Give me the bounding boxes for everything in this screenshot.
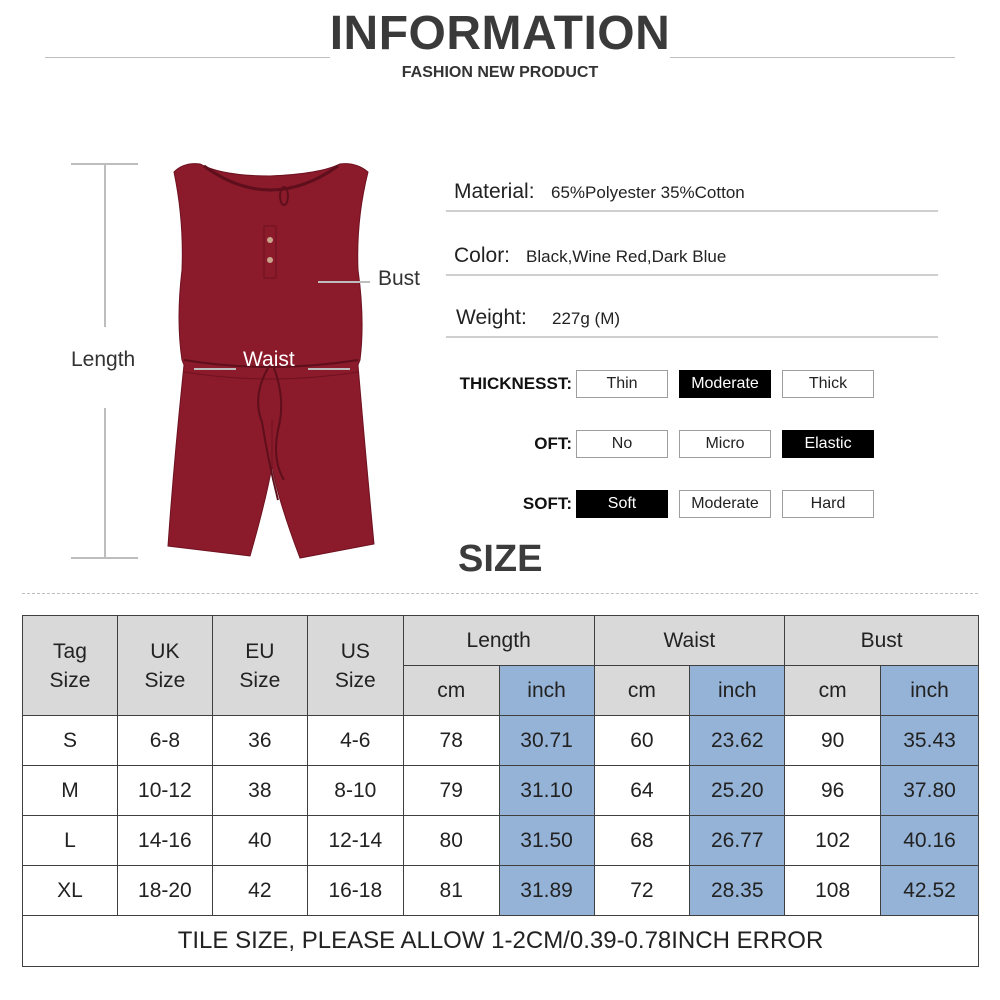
cell-bust-inch: 37.80 — [881, 766, 979, 816]
oft-elastic: Elastic — [782, 430, 874, 458]
page-subtitle: FASHION NEW PRODUCT — [401, 64, 599, 81]
info-label-color: Color: — [454, 244, 511, 267]
info-row-weight — [446, 296, 938, 338]
cell-bust-inch: 42.52 — [881, 866, 979, 916]
cell-uk-size: 18-20 — [117, 866, 212, 916]
cell-length-cm: 78 — [403, 716, 499, 766]
cell-length-cm: 79 — [403, 766, 499, 816]
header-waist-cm: cm — [594, 666, 690, 716]
cell-bust-cm: 90 — [785, 716, 881, 766]
info-value-color: Black,Wine Red,Dark Blue — [526, 247, 727, 266]
cell-length-inch: 31.89 — [499, 866, 594, 916]
header-bust-inch: inch — [881, 666, 979, 716]
soft-hard: Hard — [782, 490, 874, 518]
length-bottom-tick — [71, 557, 138, 559]
waist-line-right — [308, 368, 350, 370]
cell-waist-inch: 23.62 — [690, 716, 785, 766]
info-row-color — [446, 234, 938, 276]
cell-eu-size: 36 — [212, 716, 307, 766]
length-lower-line — [104, 408, 106, 558]
cell-waist-inch: 28.35 — [690, 866, 785, 916]
cell-waist-cm: 68 — [594, 816, 690, 866]
header-bust-cm: cm — [785, 666, 881, 716]
section-divider — [22, 593, 978, 594]
header-waist-inch: inch — [690, 666, 785, 716]
size-title: SIZE — [458, 538, 543, 580]
cell-length-inch: 31.50 — [499, 816, 594, 866]
cell-length-inch: 31.10 — [499, 766, 594, 816]
oft-no: No — [576, 430, 668, 458]
length-label: Length — [71, 348, 136, 371]
romper-button-1 — [267, 237, 273, 243]
cell-tag-size: L — [23, 816, 118, 866]
cell-waist-inch: 25.20 — [690, 766, 785, 816]
bust-line — [318, 281, 370, 283]
cell-waist-cm: 60 — [594, 716, 690, 766]
cell-bust-inch: 40.16 — [881, 816, 979, 866]
info-row-material — [446, 170, 938, 212]
table-row — [23, 816, 979, 866]
header-bust: Bust — [785, 616, 979, 666]
size-table — [22, 615, 979, 967]
table-header-row-1 — [23, 616, 979, 666]
header-us-size: US Size — [307, 616, 403, 716]
cell-eu-size: 38 — [212, 766, 307, 816]
cell-us-size: 4-6 — [307, 716, 403, 766]
bust-label: Bust — [378, 267, 421, 290]
cell-tag-size: S — [23, 716, 118, 766]
table-row — [23, 766, 979, 816]
cell-bust-cm: 96 — [785, 766, 881, 816]
table-row — [23, 866, 979, 916]
cell-uk-size: 10-12 — [117, 766, 212, 816]
cell-length-cm: 80 — [403, 816, 499, 866]
size-error-note: TILE SIZE, PLEASE ALLOW 1-2CM/0.39-0.78INCH ERROR — [23, 916, 979, 967]
oft-label: OFT: — [534, 434, 572, 453]
length-upper-line — [104, 165, 106, 327]
info-value-material: 65%Polyester 35%Cotton — [551, 183, 745, 202]
thickness-label: THICKNESST: — [459, 374, 572, 393]
cell-waist-cm: 64 — [594, 766, 690, 816]
info-label-material: Material: — [454, 180, 535, 203]
header-eu-size: EU Size — [212, 616, 307, 716]
cell-waist-inch: 26.77 — [690, 816, 785, 866]
table-note-row — [23, 916, 979, 967]
header-tag-size: Tag Size — [23, 616, 118, 716]
header-length-inch: inch — [499, 666, 594, 716]
cell-tag-size: XL — [23, 866, 118, 916]
table-row — [23, 716, 979, 766]
cell-us-size: 8-10 — [307, 766, 403, 816]
info-label-weight: Weight: — [456, 306, 527, 329]
thickness-thick: Thick — [782, 370, 874, 398]
cell-us-size: 16-18 — [307, 866, 403, 916]
cell-eu-size: 42 — [212, 866, 307, 916]
romper-button-2 — [267, 257, 273, 263]
cell-uk-size: 6-8 — [117, 716, 212, 766]
header-length: Length — [403, 616, 594, 666]
cell-eu-size: 40 — [212, 816, 307, 866]
cell-waist-cm: 72 — [594, 866, 690, 916]
header-waist: Waist — [594, 616, 785, 666]
cell-bust-inch: 35.43 — [881, 716, 979, 766]
cell-length-inch: 30.71 — [499, 716, 594, 766]
soft-moderate: Moderate — [679, 490, 771, 518]
waist-label: Waist — [243, 348, 295, 371]
thickness-moderate: Moderate — [679, 370, 771, 398]
cell-length-cm: 81 — [403, 866, 499, 916]
thickness-thin: Thin — [576, 370, 668, 398]
header-uk-size: UK Size — [117, 616, 212, 716]
cell-bust-cm: 102 — [785, 816, 881, 866]
soft-label: SOFT: — [522, 494, 572, 513]
page-title: INFORMATION — [329, 7, 671, 60]
waist-line-left — [194, 368, 236, 370]
soft-soft: Soft — [576, 490, 668, 518]
header-length-cm: cm — [403, 666, 499, 716]
cell-uk-size: 14-16 — [117, 816, 212, 866]
cell-us-size: 12-14 — [307, 816, 403, 866]
oft-micro: Micro — [679, 430, 771, 458]
cell-tag-size: M — [23, 766, 118, 816]
info-value-weight: 227g (M) — [552, 309, 621, 328]
cell-bust-cm: 108 — [785, 866, 881, 916]
